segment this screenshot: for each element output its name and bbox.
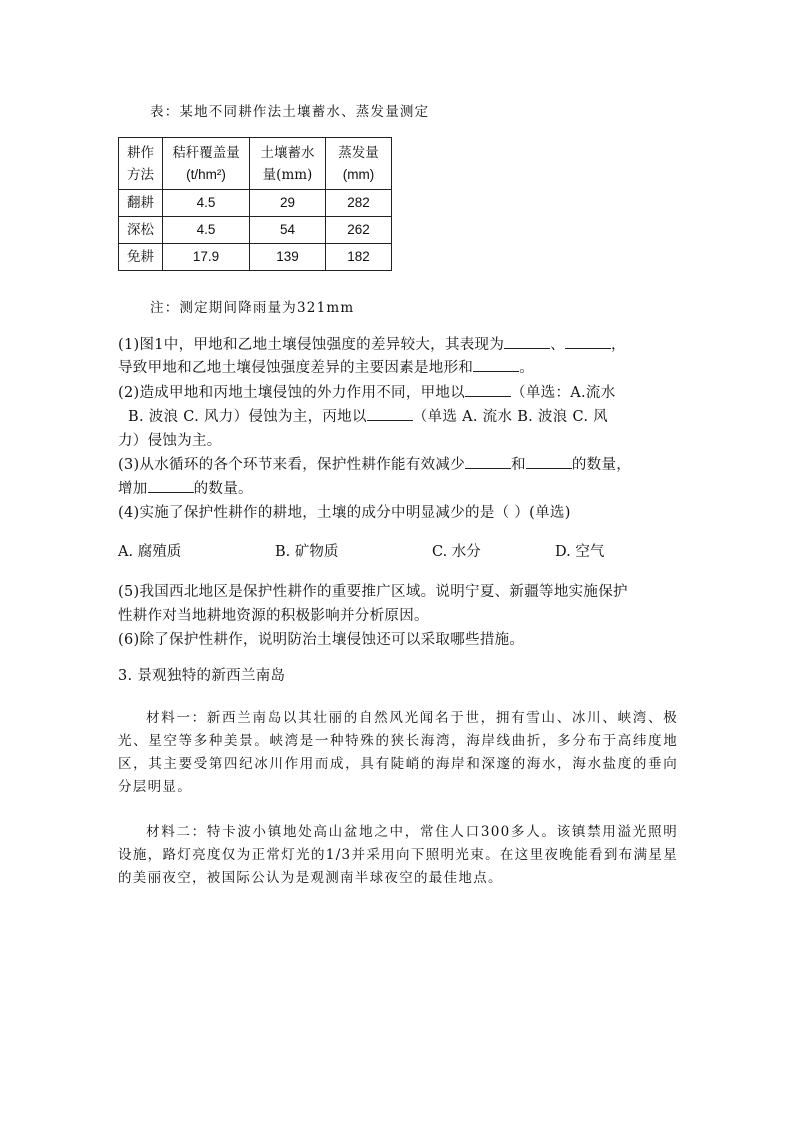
table-row — [119, 190, 392, 217]
table-cell: 182 — [326, 244, 392, 271]
soil-data-table — [118, 137, 392, 271]
question-1-line-2: 导致甲地和乙地土壤侵蚀强度差异的主要因素是地形和 。 — [118, 356, 534, 380]
question-3-line-1: (3)从水循环的各个环节来看，保护性耕作能有效减少 和 的数量， — [118, 453, 631, 477]
table-cell: 29 — [250, 190, 326, 217]
answer-blank[interactable] — [504, 334, 550, 349]
table-cell: 54 — [250, 217, 326, 244]
table-caption: 表：某地不同耕作法土壤蓄水、蒸发量测定 — [150, 104, 430, 120]
table-cell: 262 — [326, 217, 392, 244]
option-a: A. 腐殖质 — [118, 544, 182, 560]
question-5-line-1: (5)我国西北地区是保护性耕作的重要推广区域。说明宁夏、新疆等地实施保护 — [118, 584, 628, 600]
header-cell: 土壤蓄水 量(mm) — [250, 138, 326, 190]
table-header-row — [119, 138, 392, 190]
question-6: (6)除了保护性耕作，说明防治土壤侵蚀还可以采取哪些措施。 — [118, 632, 525, 648]
option-b: B. 矿物质 — [275, 544, 339, 560]
answer-blank[interactable] — [473, 357, 519, 372]
answer-blank[interactable] — [367, 406, 413, 421]
table-cell: 139 — [250, 244, 326, 271]
material-1: 材料一：新西兰南岛以其壮丽的自然风光闻名于世，拥有雪山、冰川、峡湾、极光、星空等多种美景。峡湾是一种特殊的狭长海湾，海岸线曲折，多分布于高纬度地区，其主要受第四纪冰川作用而成，具有陡峭的海岸和深邃的海水，海水盐度的垂向分层明显。 — [118, 710, 678, 795]
table-cell: 深松 — [119, 217, 163, 244]
section-3-title: 3. 景观独特的新西兰南岛 — [118, 668, 286, 684]
question-2-line-2: B. 波浪 C. 风力）侵蚀为主，丙地以 （单选 A. 流水 B. 波浪 C. 风 — [128, 405, 608, 429]
answer-blank[interactable] — [565, 334, 611, 349]
table-cell: 282 — [326, 190, 392, 217]
option-c: C. 水分 — [432, 544, 481, 560]
table-cell: 17.9 — [163, 244, 250, 271]
table-cell: 翻耕 — [119, 190, 163, 217]
header-cell: 蒸发量 (mm) — [326, 138, 392, 190]
material-2: 材料二：特卡波小镇地处高山盆地之中，常住人口300多人。该镇禁用溢光照明设施，路灯亮度仅为正常灯光的1/3并采用向下照明光束。在这里夜晚能看到布满星星的美丽夜空，被国际公认为是观测南半球夜空的最佳地点。 — [118, 824, 678, 886]
table-cell: 免耕 — [119, 244, 163, 271]
answer-blank[interactable] — [526, 454, 572, 469]
option-d: D. 空气 — [555, 544, 605, 560]
question-2-line-1: (2)造成甲地和丙地土壤侵蚀的外力作用不同，甲地以 （单选：A.流水 — [118, 381, 616, 405]
table-row — [119, 217, 392, 244]
table-row — [119, 244, 392, 271]
answer-blank[interactable] — [465, 454, 511, 469]
table-note: 注：测定期间降雨量为321mm — [150, 300, 355, 316]
question-1-line-1: (1)图1中，甲地和乙地土壤侵蚀强度的差异较大，其表现为 、 ， — [118, 333, 626, 357]
question-2-line-3: 力）侵蚀为主。 — [118, 433, 222, 449]
header-cell: 秸秆覆盖量 (t/hm²) — [163, 138, 250, 190]
answer-blank[interactable] — [148, 478, 194, 493]
answer-blank[interactable] — [465, 382, 511, 397]
header-cell: 耕作 方法 — [119, 138, 163, 190]
question-3-line-2: 增加 的数量。 — [118, 477, 253, 501]
question-4: (4)实施了保护性耕作的耕地，土壤的成分中明显减少的是（ ）(单选) — [118, 505, 571, 521]
question-5-line-2: 性耕作对当地耕地资源的积极影响并分析原因。 — [118, 608, 429, 624]
table-cell: 4.5 — [163, 217, 250, 244]
table-cell: 4.5 — [163, 190, 250, 217]
